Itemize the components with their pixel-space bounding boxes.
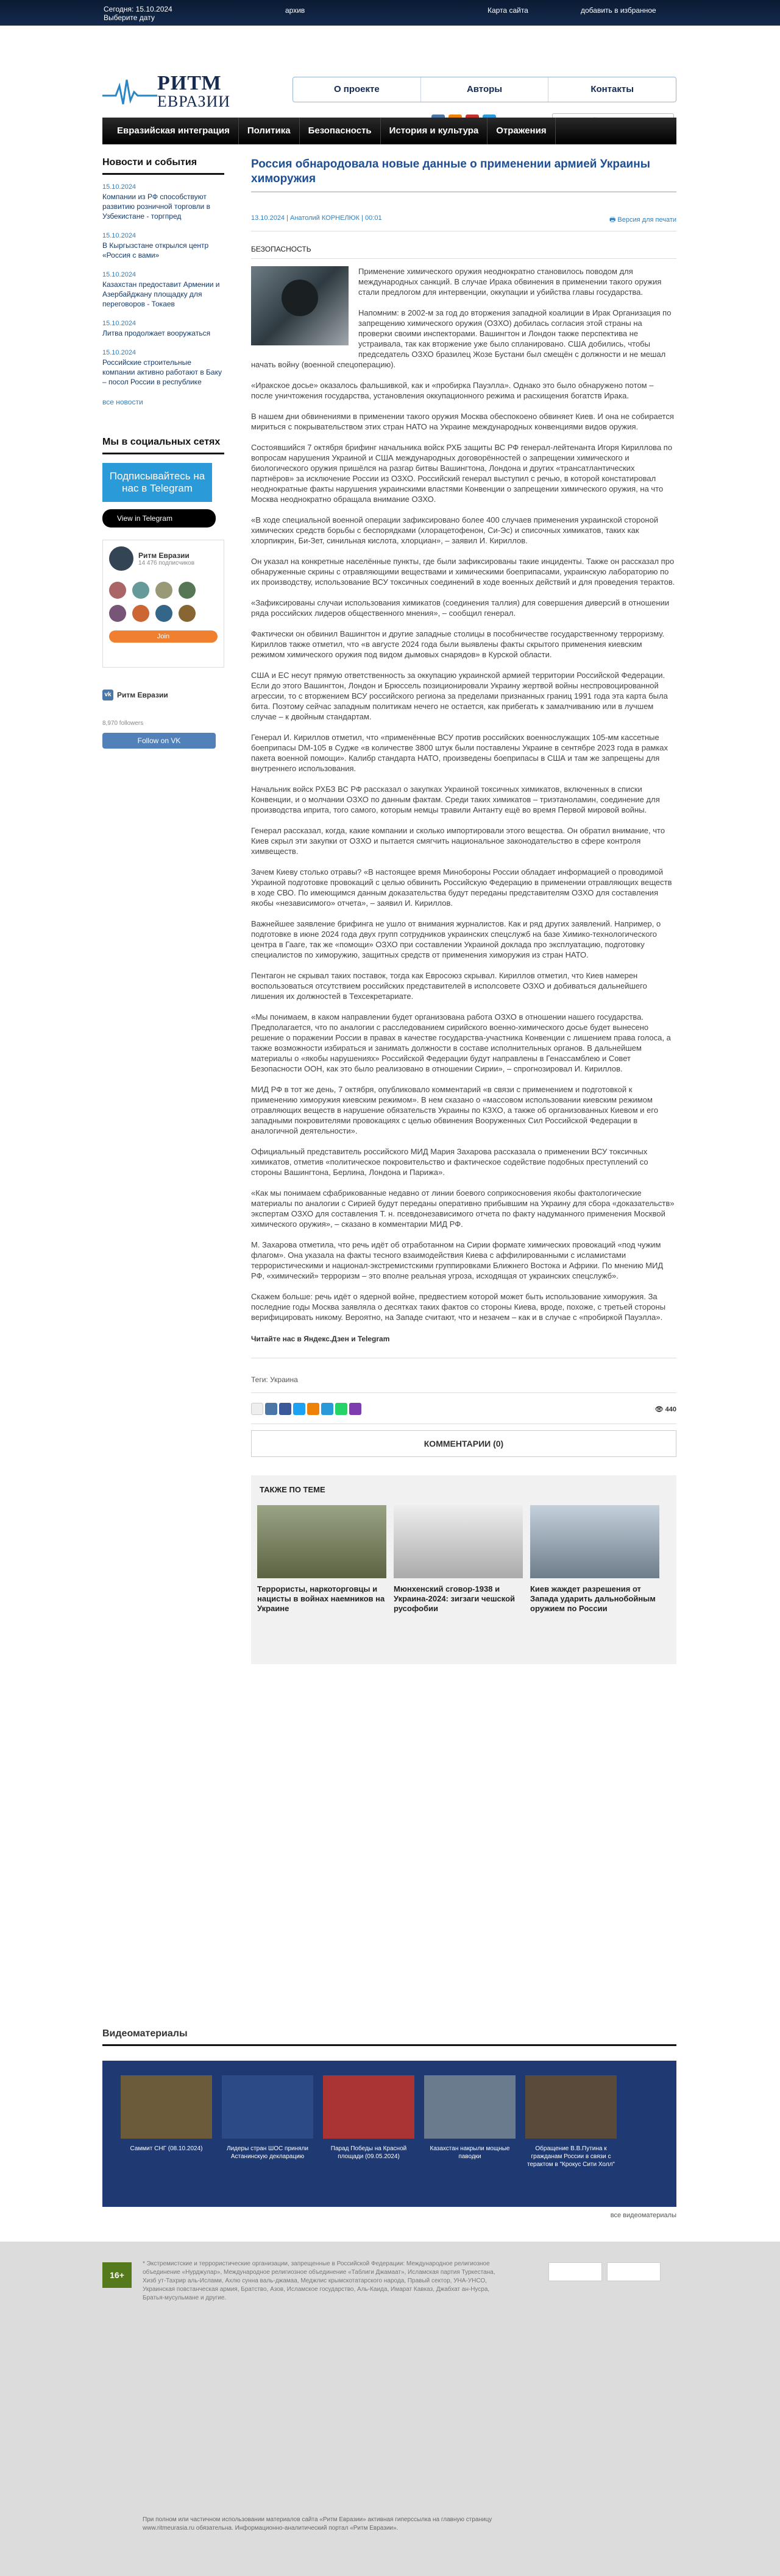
paragraph: «Иракское досье» оказалось фальшивкой, как и «пробирка Пауэлла». Однако это было обнаружено потом – после уничтожения государства, установления оккупационного режима и расхищения богатств Ирака. bbox=[251, 381, 654, 400]
date-block bbox=[104, 5, 172, 22]
counters bbox=[548, 2262, 661, 2281]
video-section bbox=[102, 2028, 676, 2219]
paragraph: «Мы понимаем, в каком направлении будет организована работа ОЗХО в отношении нашего государства. Предполагается, что по аналогии с расследованием сирийского военно-химического досье будет вынесено решение о поражении России в правах в качестве государства-участника Конвенции с лишением права голоса, а также возможности избираться и занимать должности в составе исполнительных органов. В дальнейшем материалы о «якобы нарушениях» Российской Федерации будут направлены в Генассамблею и Совет Безопасности ООН, как это было реализовано в отношении Сирии», – спрогнозировал И. Кириллов. bbox=[251, 1012, 671, 1073]
views-count: 440 bbox=[665, 1405, 676, 1413]
news-title[interactable]: Компании из РФ способствуют развитию розничной торговли в Узбекистане - торгпред bbox=[102, 192, 210, 221]
related-card[interactable] bbox=[394, 1505, 523, 1614]
telegram-subscribe-banner[interactable]: Подписывайтесь на нас в Telegram bbox=[102, 463, 212, 502]
paragraph: Начальник войск РХБЗ ВС РФ рассказал о закупках Украиной токсичных химикатов, включенных в списки Конвенции, и о молчании ОЗХО по данным фактам. Среди таких химикатов – триэтаноламин, соединение для производства иприта, того самого, которым немцы травили Антанту ещё во время Первой мировой войны. bbox=[251, 785, 660, 814]
telegram-share-icon[interactable] bbox=[321, 1403, 333, 1415]
related-title[interactable]: Мюнхенский сговор-1938 и Украина-2024: зигзаги чешской русофобии bbox=[394, 1584, 516, 1613]
related-image bbox=[530, 1505, 659, 1578]
news-item[interactable] bbox=[102, 349, 224, 387]
related-title[interactable]: Террористы, наркоторговцы и нацисты в войнах наемников на Украине bbox=[257, 1584, 385, 1613]
category-nav bbox=[102, 118, 676, 144]
print-label: Версия для печати bbox=[617, 216, 676, 224]
news-item[interactable] bbox=[102, 271, 224, 309]
paragraph: Скажем больше: речь идёт о ядерной войне, предвестием которой может быть использование химоружия. За последние годы Москва заявляла о десятках таких фактов со стороны Киева, вроде, похоже, с третьей стороны верифицировать никому. Вероятно, на Западе считают, что и незачем – как и в случае с «пробиркой Пауэлла». bbox=[251, 1292, 666, 1322]
telegram-widget bbox=[102, 540, 224, 668]
video-item[interactable] bbox=[323, 2075, 414, 2192]
cat-reflections[interactable]: Отражения bbox=[488, 118, 555, 144]
video-item[interactable] bbox=[525, 2075, 617, 2192]
follow-us-line[interactable]: Читайте нас в Яндекс.Дзен и Telegram bbox=[251, 1335, 676, 1358]
avatar bbox=[179, 582, 196, 599]
nav-about[interactable]: О проекте bbox=[293, 77, 421, 102]
video-caption[interactable]: Казахстан накрыли мощные паводки bbox=[430, 2145, 510, 2160]
news-date: 15.10.2024 bbox=[102, 183, 136, 191]
nav-authors[interactable]: Авторы bbox=[421, 77, 549, 102]
tg-channel-name: Ритм Евразии bbox=[138, 551, 190, 560]
vk-group-name[interactable]: Ритм Евразии bbox=[117, 691, 168, 699]
news-title[interactable]: Казахстан предоставит Армении и Азербайджану площадку для переговоров - Токаев bbox=[102, 280, 220, 308]
sidebar bbox=[102, 157, 224, 752]
article-body bbox=[251, 266, 676, 1322]
counter-badge[interactable] bbox=[607, 2262, 661, 2281]
avatar bbox=[155, 582, 172, 599]
article-title: Россия обнародовала новые данные о применении армией Украины химоружия bbox=[251, 157, 676, 192]
paragraph: Официальный представитель российского МИД Мария Захарова рассказала о применении ВСУ токсичных химикатов, отметив «политическое покровительство и фактическое содействие подобных преступлений со стороны Вашингтона, Берлина, Лондона и Парижа». bbox=[251, 1147, 648, 1177]
print-version-link[interactable]: 🖶 Версия для печати bbox=[609, 216, 676, 224]
choose-date-link[interactable]: Выберите дату bbox=[104, 13, 155, 22]
cat-history[interactable]: История и культура bbox=[381, 118, 488, 144]
ok-share-icon[interactable] bbox=[307, 1403, 319, 1415]
paragraph: «Как мы понимаем сфабрикованные недавно от линии боевого соприкосновения якобы фактологические материалы по аналогии с Сирией будут переданы оперативно прибывшим на Украину для сбора «доказательств» экспертам ОЗХО для составления Т. н. псевдонезависимого отчета по факту надуманного применения Москвой химического оружия», – сказано в комментарии МИД РФ. bbox=[251, 1188, 675, 1229]
vk-icon: vk bbox=[102, 690, 113, 700]
video-caption[interactable]: Обращение В.В.Путина к гражданам России в связи с терактом в "Крокус Сити Холл" bbox=[527, 2145, 615, 2168]
news-item[interactable] bbox=[102, 320, 224, 338]
video-caption[interactable]: Лидеры стран ШОС приняли Астанинскую декларацию bbox=[227, 2145, 308, 2160]
news-title[interactable]: Литва продолжает вооружаться bbox=[102, 329, 211, 337]
sitemap-link[interactable]: Карта сайта bbox=[488, 6, 528, 15]
archive-link[interactable]: архив bbox=[285, 6, 305, 15]
section-label[interactable]: БЕЗОПАСНОСТЬ bbox=[251, 245, 676, 259]
footer-copyright: При полном или частичном использовании материалов сайта «Ритм Евразии» активная гиперссылка на главную страницу www.ritmeurasia.ru обязательна. Информационно-аналитический портал «Ритм Евразии». bbox=[143, 2516, 492, 2532]
vk-share-icon[interactable] bbox=[265, 1403, 277, 1415]
age-rating: 16+ bbox=[102, 2262, 132, 2288]
add-favorites-link[interactable]: добавить в избранное bbox=[581, 6, 656, 15]
paragraph: Фактически он обвинил Вашингтон и другие западные столицы в пособничестве государственному терроризму. Кириллов также отметил, что «в августе 2024 года были выявлены факты скрытого применения киевским режимом химического оружия под видом дымовых снарядов» в Курской области. bbox=[251, 629, 665, 659]
article-photo bbox=[251, 266, 349, 345]
avatar bbox=[109, 605, 126, 622]
nav-contacts[interactable]: Контакты bbox=[590, 84, 634, 94]
related-image bbox=[394, 1505, 523, 1578]
today-label: Сегодня: 15.10.2024 bbox=[104, 5, 172, 13]
paragraph: Пентагон не скрывал таких поставок, тогда как Евросоюз скрывал. Кириллов отметил, что Киев намерен воспользоваться отсутствием российских представителей в исполсовете ОЗХО и добиваться дальнейшего лишения их должностей в Техсекретариате. bbox=[251, 971, 647, 1001]
video-item[interactable] bbox=[121, 2075, 212, 2192]
main-nav bbox=[292, 77, 676, 102]
cat-politics[interactable]: Политика bbox=[239, 118, 300, 144]
video-thumb bbox=[222, 2075, 313, 2139]
cat-security[interactable]: Безопасность bbox=[300, 118, 381, 144]
site-header bbox=[0, 26, 780, 114]
related-image bbox=[257, 1505, 386, 1578]
video-item[interactable] bbox=[222, 2075, 313, 2192]
views-counter: 👁 440 bbox=[654, 1405, 676, 1413]
video-thumb bbox=[323, 2075, 414, 2139]
paragraph: Он указал на конкретные населённые пункты, где были зафиксированы такие инциденты. Также он рассказал про обнаруженные скрины с отравляющими веществами и химическими боеприпасами, украинскую лабораторию по их производству, использование ВСУ токсичных соединений в ходе военных действий и для проведения терактов. bbox=[251, 557, 675, 587]
paragraph: М. Захарова отметила, что речь идёт об отработанном на Сирии формате химических провокаций «под чужим флагом». Она указала на факты тесного взаимодействия Киева с аффилированными с исламистами террористическими и национал-экстремистскими группировками Ближнего Востока и Африки. По мнению МИД РФ, «химический» терроризм – это вполне реальная угроза, исходящая от украинских спецслужб». bbox=[251, 1240, 664, 1280]
video-thumb bbox=[525, 2075, 617, 2139]
vk-widget bbox=[102, 686, 224, 752]
twitter-share-icon[interactable] bbox=[293, 1403, 305, 1415]
share-count-icon bbox=[251, 1403, 263, 1415]
comments-button[interactable]: КОММЕНТАРИИ (0) bbox=[251, 1430, 676, 1457]
social-heading: Мы в социальных сетях bbox=[102, 437, 224, 454]
related-heading: ТАКЖЕ ПО ТЕМЕ bbox=[260, 1485, 325, 1494]
facebook-share-icon[interactable] bbox=[279, 1403, 291, 1415]
avatar bbox=[109, 546, 133, 571]
footer-legal: * Экстремистские и террористические организации, запрещенные в Российской Федерации: Международное религиозное объединение «Нурджулар», Международное религиозное объединение «Таблиги Джамаат», Исламская партия Туркестана, Хизб ут-Тахрир аль-Ислами, Ахлю сунна валь-джамаа, Меджлис крымскотатарского народа, Правый сектор, УНА-УНСО, Украинская повстанческая армия, Братство, Азов, Исламское государство, Аль-Каида, Имарат Кавказ, Джабхат ан-Нусра, Братья-мусульмане и другие. bbox=[143, 2260, 495, 2301]
paragraph: «В ходе специальной военной операции зафиксировано более 400 случаев применения украинской стороной химических средств борьбы с беспорядками (хлорацетофенон, Си-Эс) и списочных химикатов, таких как хлорпикрин, Би-Зет, синильная кислота, хлорциан», – заявил И. Кириллов. bbox=[251, 515, 659, 545]
news-date: 15.10.2024 bbox=[102, 232, 136, 239]
follow-vk-button[interactable]: Follow on VK bbox=[102, 733, 216, 749]
site-logo[interactable] bbox=[102, 73, 230, 110]
counter-badge[interactable] bbox=[548, 2262, 602, 2281]
news-item[interactable] bbox=[102, 183, 224, 221]
related-title[interactable]: Киев жаждет разрешения от Запада ударить дальнобойным оружием по России bbox=[530, 1584, 656, 1613]
paragraph: Напомним: в 2002-м за год до вторжения западной коалиции в Ирак Организация по запрещению химического оружия (ОЗХО) добилась согласия этой страны на проверки своими инспекторами. Вашингтон и Лондон также перспектива не устраивала, так как вторжение уже было спланировано. США добились, чтобы председатель ОЗХО бразилец Жозе Бустани был смещён с должности и не мешал начать войну (военной спецоперацию). bbox=[251, 308, 672, 369]
cat-integration[interactable]: Евразийская интеграция bbox=[108, 118, 239, 144]
related-articles bbox=[251, 1475, 676, 1664]
tg-subscribers: 14 476 подписчиков bbox=[138, 559, 195, 566]
news-heading: Новости и события bbox=[102, 157, 224, 175]
paragraph: Зачем Киеву столько отравы? «В настоящее время Минобороны России обладает информацией о проводимой Украиной подготовке провокаций с целью обвинить Российскую Федерацию в применении отравляющих веществ в ходе СВО. По имеющимся данным доказательства будут переданы представителям ОЗХО для составления якобы «независимого» отчета», – заявил И. Кириллов. bbox=[251, 867, 672, 908]
paragraph: В нашем дни обвинениями в применении такого оружия Москва обеспокоено обвиняет Киев. И она не собирается мириться с покрывательством этих стран НАТО на Украине международных конвенциями видов оружия. bbox=[251, 412, 674, 431]
article-meta-info[interactable]: 13.10.2024 | Анатолий КОРНЕЛЮК | 00:01 bbox=[251, 214, 382, 222]
news-title[interactable]: Российские строительные компании активно работают в Баку – посол России в республике bbox=[102, 358, 222, 386]
logo-line2: ЕВРАЗИИ bbox=[157, 93, 231, 110]
viber-share-icon[interactable] bbox=[349, 1403, 361, 1415]
news-date: 15.10.2024 bbox=[102, 271, 136, 278]
paragraph: Состоявшийся 7 октября брифинг начальника войск РХБ защиты ВС РФ генерал-лейтенанта Игоря Кириллова по вопросам нарушения Украиной и США международных договорённостей о запрещении химического и биологического оружия пришёлся на разгар битвы Вашингтона, Лондона и других «трансатлантических партнёров» за исключение России из ОЗХО. Российский генерал выступил с речью, в которой констатировал неоднократные факты нарушения украинскими властями Конвенции о запрещении химического оружия, на что Москва неоднократно обращала внимание ОЗХО. bbox=[251, 443, 673, 504]
video-caption[interactable]: Саммит СНГ (08.10.2024) bbox=[130, 2145, 203, 2152]
paragraph: Применение химического оружия неоднократно становилось поводом для международных санкций. В случае Ирака обвинения в применении такого оружия стали предлогом для интервенции, оккупации и убийства главы государства. bbox=[358, 267, 662, 297]
paragraph: Генерал рассказал, когда, какие компании и сколько импортировали этого вещества. Он обратил внимание, что Киев скрыл эти закупки от ОЗХО и пытается смягчить национальное законодательство в сфере контроля химвеществ. bbox=[251, 826, 665, 856]
article-meta bbox=[251, 214, 676, 231]
paragraph: США и ЕС несут прямую ответственность за оккупацию украинской армией территории Российской Федерации. Если до этого Вашингтон, Лондон и Брюссель позиционировали Украину жертвой войны неспровоцированной агрессии, то с вторжением ВСУ российского региона за пределами признанных границ 1991 года эта карта была бита. Поэтому сейчас западным политикам нечего не остается, как прибегать к замалчиванию или в лучшем случае – к двойным стандартам. bbox=[251, 671, 668, 721]
paragraph: «Зафиксированы случаи использования химикатов (соединения таллия) для совершения диверсий в отношении ряда российских лидеров общественного мнения», – сообщил генерал. bbox=[251, 598, 670, 618]
share-bar bbox=[251, 1403, 676, 1424]
pulse-logo-icon bbox=[102, 74, 157, 109]
news-item[interactable] bbox=[102, 232, 224, 260]
avatar bbox=[179, 605, 196, 622]
video-thumb bbox=[424, 2075, 516, 2139]
logo-line1: РИТМ bbox=[157, 72, 222, 94]
article bbox=[251, 157, 676, 1664]
avatar bbox=[155, 605, 172, 622]
news-date: 15.10.2024 bbox=[102, 349, 136, 356]
video-item[interactable] bbox=[424, 2075, 516, 2192]
footer bbox=[0, 2242, 780, 2576]
video-caption[interactable]: Парад Победы на Красной площади (09.05.2024) bbox=[330, 2145, 407, 2160]
news-title[interactable]: В Кыргызстане открылся центр «Россия с вами» bbox=[102, 241, 209, 259]
view-in-telegram-button[interactable]: View in Telegram bbox=[102, 509, 216, 528]
news-date: 15.10.2024 bbox=[102, 320, 136, 327]
paragraph: Важнейшее заявление брифинга не ушло от внимания журналистов. Как и ряд других заявлений. Например, о подготовке в июне 2024 года двух групп сотрудников украинских спецслужб на базе Химико-технологического центра в Гааге, так же «помощи» ОЗХО при составлении Украиной доклада про эксплуатацию, подготовку специалистов по химоружию, защитных средств от применения химоружия из стран НАТО. bbox=[251, 919, 661, 959]
all-videos-link[interactable]: все видеоматериалы bbox=[610, 2212, 676, 2219]
tg-members bbox=[109, 582, 218, 622]
vk-followers: 8,970 followers bbox=[102, 720, 144, 727]
video-thumb bbox=[121, 2075, 212, 2139]
paragraph: МИД РФ в тот же день, 7 октября, опубликовало комментарий «в связи с применением и подготовкой к применению химоружия киевским режимом». В нем сказано о «массовом использовании киевским режимом отравляющих веществ в нарушение обязательств Украины по КЗХО, а также об организованных Киевом и его западными покровителями провокациях с целью обвинения Вооруженных Сил Российской Федерации в аналогичной деятельности». bbox=[251, 1085, 659, 1135]
avatar bbox=[132, 605, 149, 622]
video-heading: Видеоматериалы bbox=[102, 2028, 676, 2046]
paragraph: Генерал И. Кириллов отметил, что «применённые ВСУ против российских военнослужащих 105-мм кассетные боеприпасы DM-105 в Судже «в количестве 3800 штук были поставлены Украине в сентябре 2023 года в рамках пакета военной помощи». Калибр стандарта НАТО, произведены боеприпасы в США и там же запрещены для внутреннего использования. bbox=[251, 733, 668, 773]
top-bar bbox=[0, 0, 780, 26]
whatsapp-share-icon[interactable] bbox=[335, 1403, 347, 1415]
avatar bbox=[109, 582, 126, 599]
all-news-link[interactable]: все новости bbox=[102, 398, 143, 406]
tags[interactable]: Теги: Украина bbox=[251, 1375, 676, 1393]
avatar bbox=[132, 582, 149, 599]
related-card[interactable] bbox=[530, 1505, 659, 1614]
join-button[interactable]: Join bbox=[109, 630, 218, 643]
video-carousel bbox=[102, 2061, 676, 2207]
related-card[interactable] bbox=[257, 1505, 386, 1614]
